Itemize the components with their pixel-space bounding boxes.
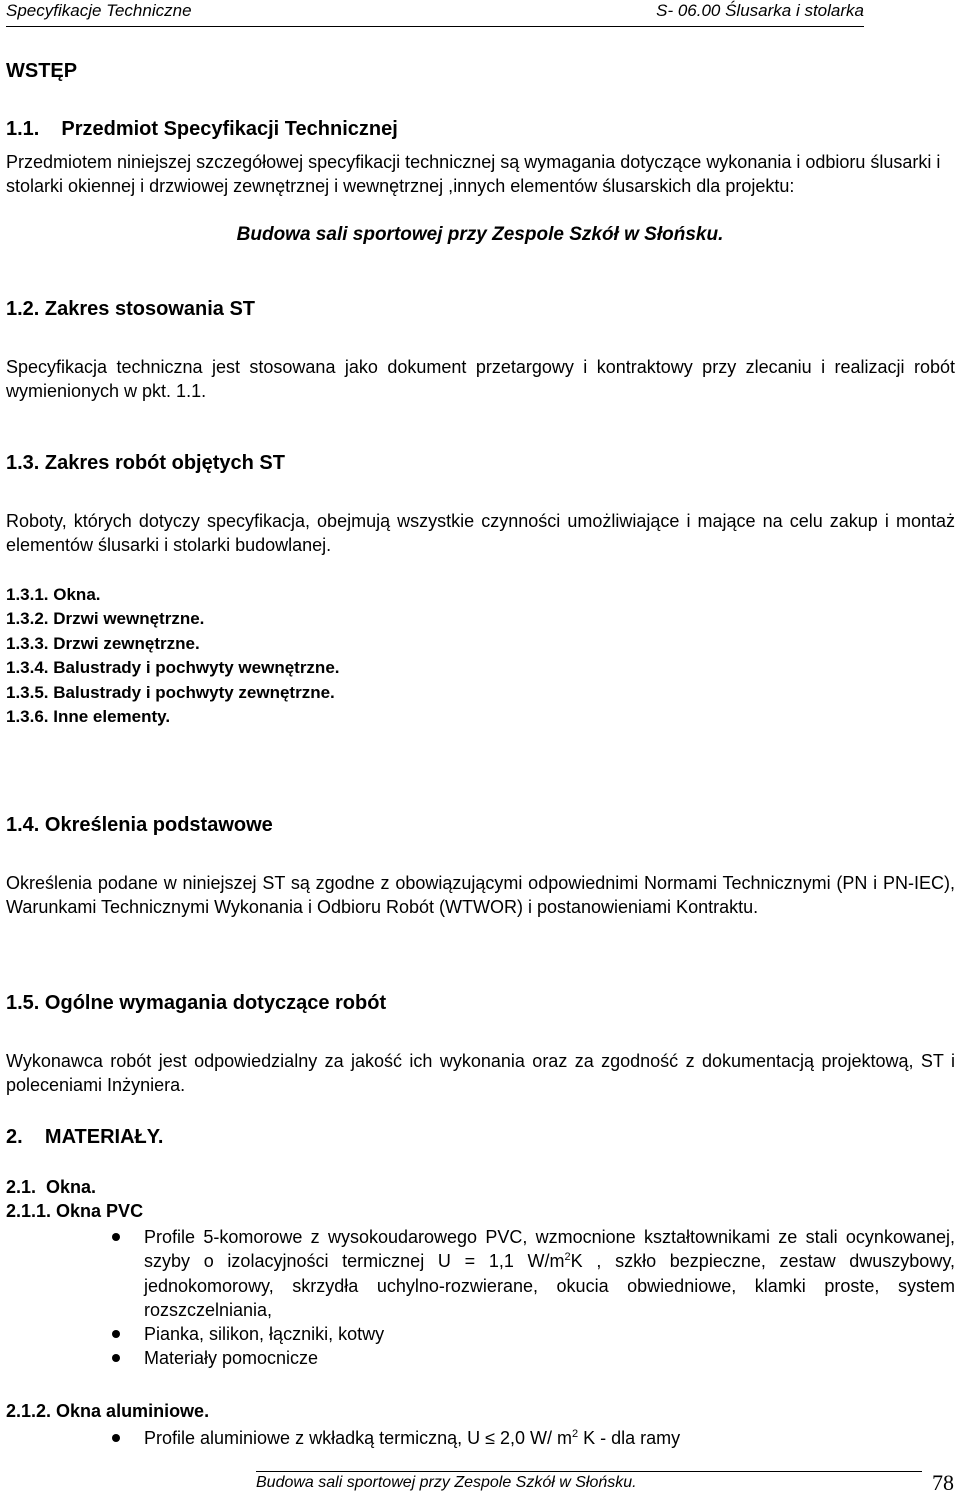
section-2-1-1-title: 2.1.1. Okna PVC bbox=[6, 1201, 144, 1221]
section-2-1-title: 2.1. Okna. bbox=[6, 1177, 97, 1197]
section-1-2-title: 1.2. Zakres stosowania ST bbox=[6, 298, 255, 320]
page-number: 78 bbox=[932, 1470, 954, 1495]
section-2-1-2-title: 2.1.2. Okna aluminiowe. bbox=[6, 1401, 210, 1421]
project-name: Budowa sali sportowej przy Zespole Szkół w Słońsku. bbox=[236, 224, 724, 245]
list-item: 1.3.5. Balustrady i pochwyty zewnętrzne. bbox=[6, 682, 335, 702]
list-item: Profile 5-komorowe z wysokoudarowego PVC, wzmocnione kształtownikami ze stali ocynkowanej, szyby o izolacyjności termicznej U = 1,1 $W/m^2K$ , szkło bezpieczne, zestaw dwuszybowy, jednokomorowy, skrzydła uchylno-rozwierane, okucia obwiedniowe, klamki proste, system rozszczelniania, bbox=[108, 1225, 955, 1322]
section-1-2-body: Specyfikacja techniczna jest stosowana jako dokument przetargowy i kontraktowy przy zlecaniu i realizacji robót wymienionych w pkt. 1.1. bbox=[6, 357, 955, 402]
list-item: 1.3.4. Balustrady i pochwyty wewnętrzne. bbox=[6, 658, 340, 678]
section-1-4-title: 1.4. Określenia podstawowe bbox=[6, 814, 273, 836]
list-item: Materiały pomocnicze bbox=[108, 1346, 955, 1370]
list-item: 1.3.2. Drzwi wewnętrzne. bbox=[6, 609, 205, 629]
section-1-5-title: 1.5. Ogólne wymagania dotyczące robót bbox=[6, 992, 387, 1014]
list-item: 1.3.1. Okna. bbox=[6, 585, 101, 604]
list-item: Profile aluminiowe z wkładką termiczną, U ≤ 2,0 W/ $m^2$ K - dla ramy bbox=[108, 1426, 955, 1450]
section-1-5-body: Wykonawca robót jest odpowiedzialny za jakość ich wykonania oraz za zgodność z dokumentacją projektową, ST i poleceniami Inżyniera. bbox=[6, 1051, 955, 1096]
section-1-1-heading bbox=[6, 118, 398, 141]
section-1-4-body: Określenia podane w niniejszej ST są zgodne z obowiązującymi odpowiednimi Normami Technicznymi (PN i PN-IEC), Warunkami Technicznymi Wykonania i Odbioru Robót (WTWOR) i postanowieniami Kontraktu. bbox=[6, 873, 955, 918]
section-1-1-number: 1.1. bbox=[6, 118, 40, 140]
section-1-3-body: Roboty, których dotyczy specyfikacja, obejmują wszystkie czynności umożliwiające i mające na celu zakup i montaż elementów ślusarki i stolarki budowlanej. bbox=[6, 511, 955, 556]
section-2-title: 2. MATERIAŁY. bbox=[6, 1126, 164, 1148]
header-right: S- 06.00 Ślusarka i stolarka bbox=[656, 1, 864, 20]
section-1-1-body: Przedmiotem niniejszej szczegółowej specyfikacji technicznej są wymagania dotyczące wykonania i odbioru ślusarki i stolarki okiennej i drzwiowej zewnętrznej i wewnętrznej ,innych elementów ślusarskich dla projektu: bbox=[6, 152, 941, 197]
header-left: Specyfikacje Techniczne bbox=[6, 1, 192, 20]
list-item: 1.3.3. Drzwi zewnętrzne. bbox=[6, 633, 200, 653]
list-item: 1.3.6. Inne elementy. bbox=[6, 707, 171, 727]
page-header bbox=[6, 0, 864, 26]
footer-rule bbox=[256, 1471, 922, 1472]
section-1-3-title: 1.3. Zakres robót objętych ST bbox=[6, 452, 285, 474]
section-1-1-title: Przedmiot Specyfikacji Technicznej bbox=[61, 118, 398, 140]
list-item: Pianka, silikon, łączniki, kotwy bbox=[108, 1322, 955, 1346]
footer-text: Budowa sali sportowej przy Zespole Szkół w Słońsku. bbox=[256, 1474, 637, 1491]
aluminium-bullet-list bbox=[108, 1426, 955, 1450]
header-rule bbox=[6, 26, 864, 27]
section-1-3-list bbox=[6, 583, 340, 729]
pvc-bullet-list bbox=[108, 1225, 955, 1371]
intro-title: WSTĘP bbox=[6, 60, 78, 82]
